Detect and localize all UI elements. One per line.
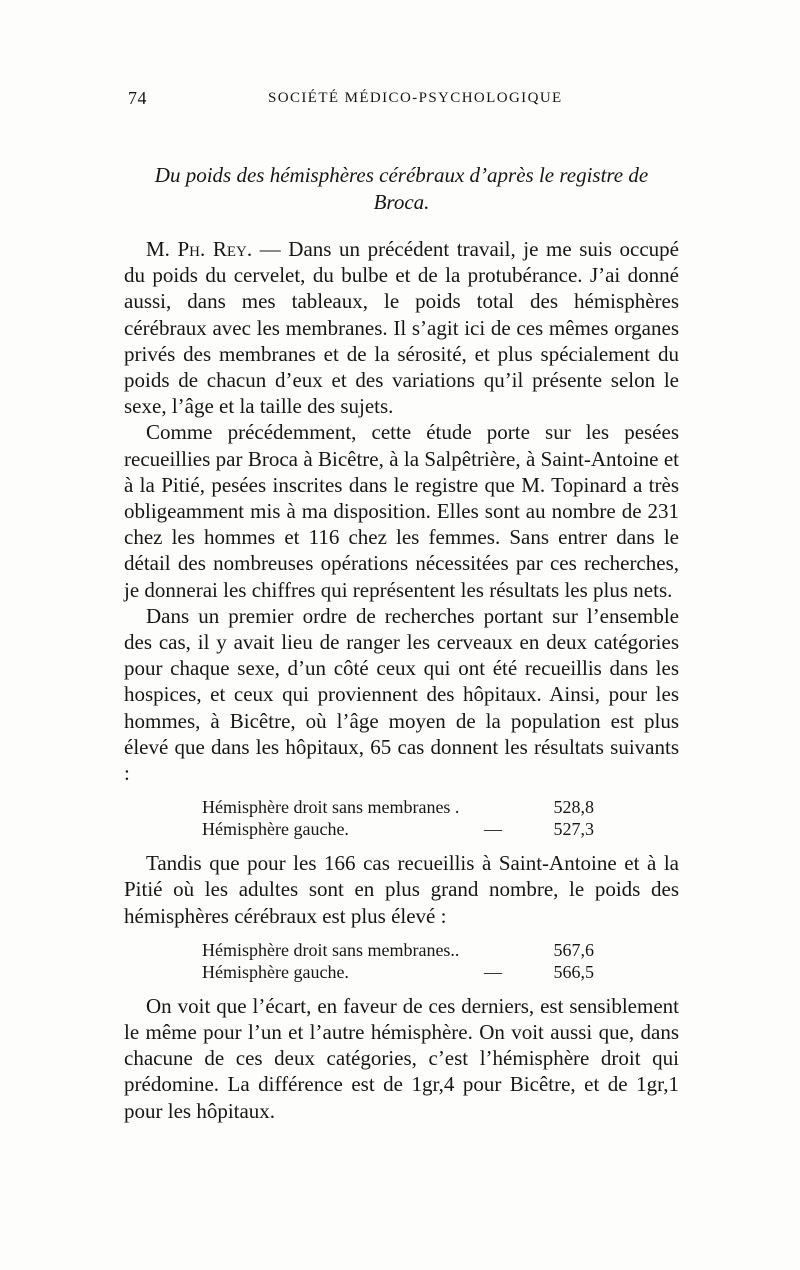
paragraph-1-text: — Dans un précédent travail, je me suis occupé du poids du cervelet, du bulbe et de la protubérance. J’ai donné aussi, dans mes tableaux, le poids total des hémisphères cérébraux avec les membranes. Il s’agit ici de ces mêmes organes privés des membranes et de la sérosité, et plus spécialement du poids de chacun d’eux et des variations qu’il présente selon le sexe, l’âge et la taille des sujets. (124, 237, 679, 419)
row-dash (462, 796, 524, 818)
row-dash (462, 939, 524, 961)
author-name: M. Ph. Rey. (146, 237, 253, 261)
row-value: 528,8 (553, 797, 594, 818)
row-value: 527,3 (553, 819, 594, 840)
paragraph-4: Tandis que pour les 166 cas recueillis à Saint-Antoine et à la Pitié où les adultes sont en plus grand nombre, le poids des hémisphères cérébraux est plus élevé : (124, 851, 679, 928)
table-row (202, 796, 679, 818)
row-dash: — (484, 961, 502, 982)
table-row (202, 961, 679, 983)
results-table-bicetre (202, 796, 679, 840)
paragraph-1 (124, 236, 679, 419)
row-value: 567,6 (553, 939, 594, 960)
paragraph-3: Dans un premier ordre de recherches portant sur l’ensemble des cas, il y avait lieu de ranger les cerveaux en deux catégories pour chaque sexe, d’un côté ceux qui ont été recueillis dans les hospices, et ceux qui proviennent des hôpitaux. Ainsi, pour les hommes, à Bicêtre, où l’âge moyen de la population est plus élevé que dans les hôpitaux, 65 cas donnent les résultats suivants : (124, 603, 679, 786)
row-label: Hémisphère droit sans membranes . (202, 797, 460, 818)
results-table-hopitaux (202, 939, 679, 983)
row-label: Hémisphère droit sans membranes.. (202, 939, 460, 960)
row-dash: — (484, 819, 502, 840)
article-body (124, 236, 679, 1124)
row-label: Hémisphère gauche. (202, 819, 349, 840)
table-row (202, 939, 679, 961)
page-number: 74 (128, 88, 147, 108)
table-row (202, 818, 679, 840)
running-head: SOCIÉTÉ MÉDICO-PSYCHOLOGIQUE (268, 90, 563, 106)
paragraph-2: Comme précédemment, cette étude porte sur les pesées recueillies par Broca à Bicêtre, à la Salpêtrière, à Saint-Antoine et à la Pitié, pesées inscrites dans le registre que M. Topinard a très obligeamment mis à ma disposition. Elles sont au nombre de 231 chez les hommes et 116 chez les femmes. Sans entrer dans le détail des nombreuses opérations nécessitées par ces recherches, je donnerai les chiffres qui représentent les résultats les plus nets. (124, 420, 679, 602)
paragraph-5: On voit que l’écart, en faveur de ces derniers, est sensiblement le même pour l’un et l’autre hémisphère. On voit aussi que, dans chacune de ces deux catégories, c’est l’hémisphère droit qui prédomine. La différence est de 1gr,4 pour Bicêtre, et de 1gr,1 pour les hôpitaux. (124, 993, 679, 1123)
row-label: Hémisphère gauche. (202, 961, 349, 982)
article-title (124, 162, 679, 216)
title-line-1: Du poids des hémisphères cérébraux d’après le registre de (154, 163, 649, 187)
title-line-2: Broca. (373, 190, 430, 214)
row-value: 566,5 (553, 961, 594, 982)
